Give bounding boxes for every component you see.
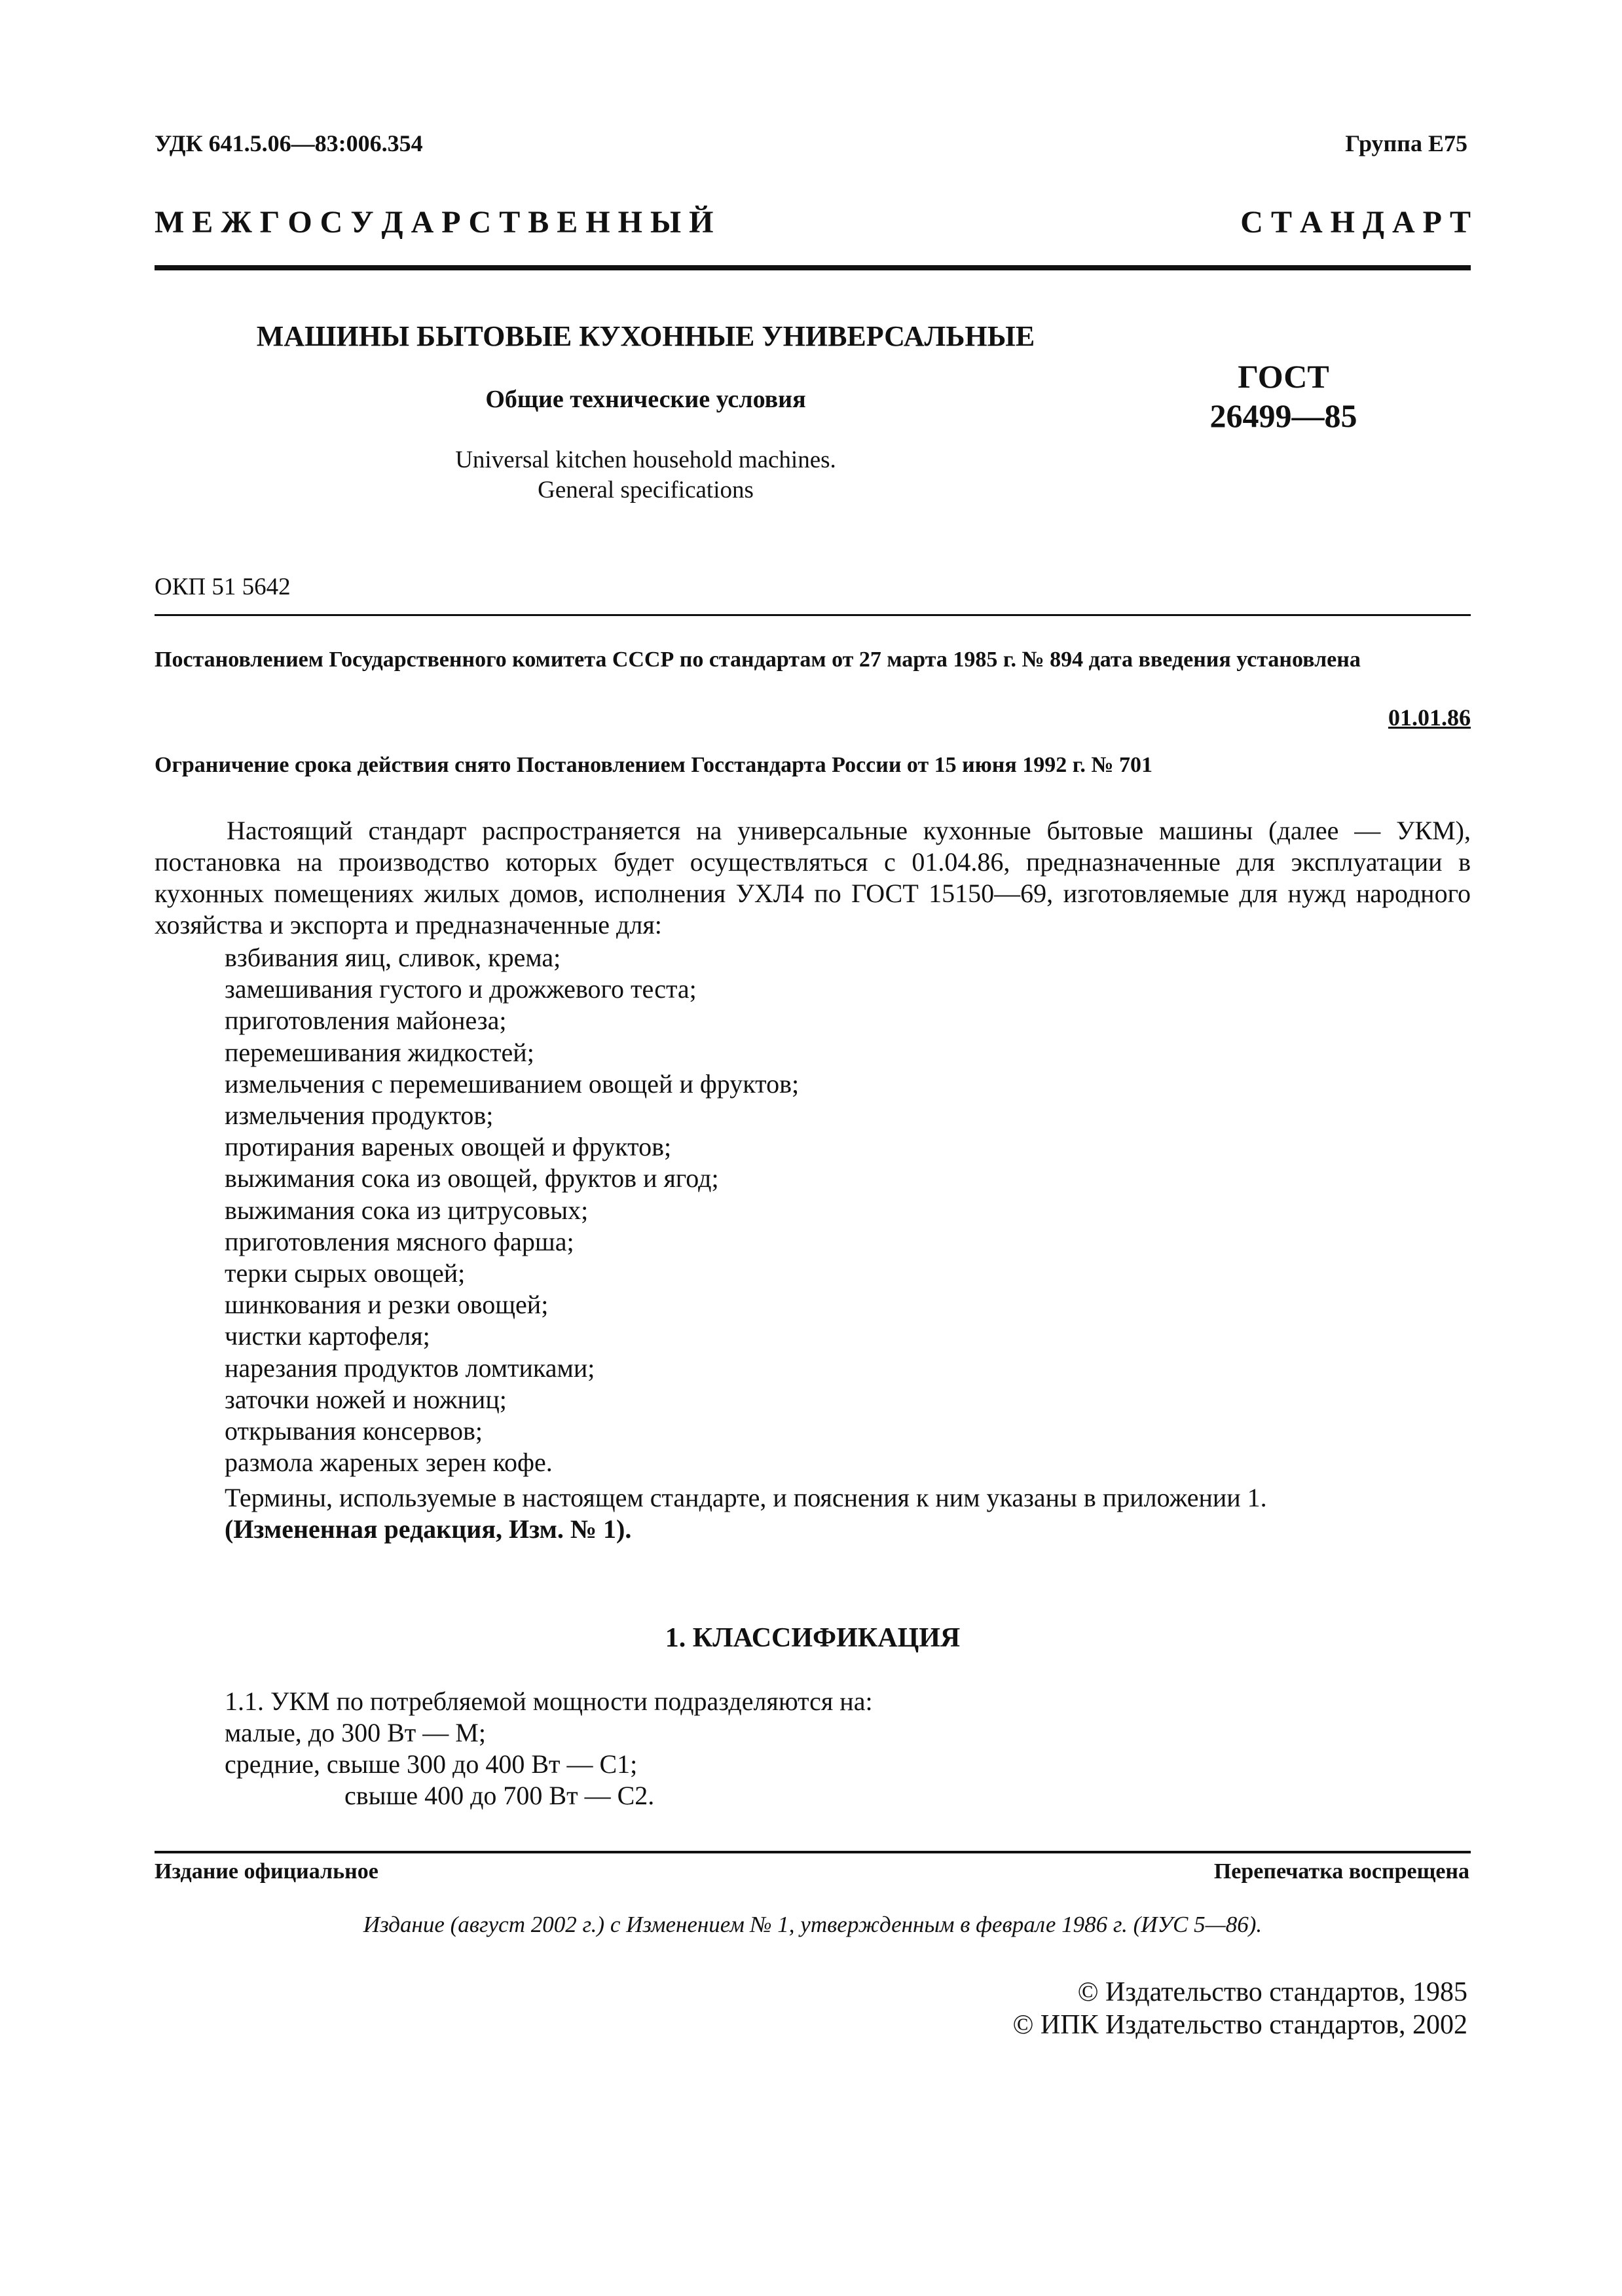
okp-code: ОКП 51 5642 [155, 574, 291, 600]
list-item: чистки картофеля; [225, 1321, 430, 1351]
list-item: открывания консервов; [225, 1416, 483, 1446]
classification-line: малые, до 300 Вт — М; [225, 1718, 486, 1747]
english-title-line: Universal kitchen household machines. [455, 446, 836, 473]
list-item: нарезания продуктов ломтиками; [225, 1353, 595, 1383]
list-item: взбивания яиц, сливок, крема; [225, 943, 561, 972]
list-item: протирания вареных овощей и фруктов; [225, 1132, 672, 1162]
group-code: Группа Е75 [1345, 130, 1467, 156]
classification-list [225, 1686, 873, 1812]
list-item: заточки ножей и ножниц; [225, 1384, 507, 1414]
decree-text: Постановлением Государственного комитета СССР по стандартам от 27 марта 1985 г. № 894 дата введения установлена [155, 647, 1361, 672]
list-item: размола жареных зерен кофе. [225, 1448, 553, 1478]
list-item: выжимания сока из цитрусовых; [225, 1195, 589, 1225]
copyright-line: © ИПК Издательство стандартов, 2002 [1012, 2010, 1467, 2040]
terms-note: Термины, используемые в настоящем стандарте, и пояснения к ним указаны в приложении 1. [225, 1483, 1267, 1512]
list-item: выжимания сока из овощей, фруктов и ягод; [225, 1163, 719, 1194]
purpose-list [225, 942, 799, 1478]
list-item: приготовления майонеза; [225, 1006, 507, 1036]
gost-label: ГОСТ [1238, 358, 1329, 395]
list-item: замешивания густого и дрожжевого теста; [225, 974, 697, 1004]
gost-number: 26499—85 [1209, 397, 1357, 434]
reprint-prohibited-label: Перепечатка воспрещена [1213, 1859, 1469, 1884]
section-heading: 1. КЛАССИФИКАЦИЯ [665, 1623, 961, 1653]
list-item: перемешивания жидкостей; [225, 1037, 534, 1067]
interstate-word: М Е Ж Г О С У Д А Р С Т В Е Н Н Ы Й [155, 205, 714, 240]
classification-line: свыше 400 до 700 Вт — С2. [344, 1781, 655, 1810]
classification-line: средние, свыше 300 до 400 Вт — С1; [225, 1749, 638, 1779]
interstate-standard-heading [155, 204, 1471, 240]
intro-paragraph: Настоящий стандарт распространяется на универсальные кухонные бытовые машины (далее — УКМ), постановка на производство которых будет осуществляться с 01.04.86, предназначенные для эксплуатации в кухонных помещениях жилых домов, исполнения УХЛ4 по ГОСТ 15150—69, изготовляемые для нужд народного хозяйства и экспорта и предназначенные для: [155, 816, 1471, 939]
classification-line: 1.1. УКМ по потребляемой мощности подразделяются на: [225, 1686, 873, 1716]
okp-rule [155, 614, 1471, 616]
limitation-note: Ограничение срока действия снято Постановлением Госстандарта России от 15 июня 1992 г. № 701 [155, 753, 1153, 777]
udk-code: УДК 641.5.06—83:006.354 [155, 130, 423, 156]
document-title: МАШИНЫ БЫТОВЫЕ КУХОННЫЕ УНИВЕРСАЛЬНЫЕ [256, 320, 1035, 352]
standard-word: С Т А Н Д А Р Т [1240, 205, 1471, 240]
list-item: измельчения с перемешиванием овощей и фруктов; [225, 1068, 800, 1099]
official-edition-label: Издание официальное [155, 1859, 378, 1884]
copyright-line: © Издательство стандартов, 1985 [1077, 1977, 1467, 2007]
header-rule [155, 265, 1471, 270]
edition-note: Издание (август 2002 г.) с Изменением № 1, утвержденным в феврале 1986 г. (ИУС 5—86). [363, 1912, 1263, 1937]
gost-designation [1166, 357, 1401, 435]
introduction-date: 01.01.86 [1388, 704, 1471, 731]
english-title [155, 445, 1137, 505]
copyright-block [1012, 1976, 1467, 2041]
footer-rule [155, 1851, 1471, 1853]
list-item: приготовления мясного фарша; [225, 1226, 574, 1256]
list-item: терки сырых овощей; [225, 1258, 466, 1288]
change-note: (Измененная редакция, Изм. № 1). [225, 1514, 632, 1544]
list-item: измельчения продуктов; [225, 1101, 494, 1131]
document-subtitle: Общие технические условия [485, 386, 806, 413]
english-title-line: General specifications [538, 477, 754, 503]
list-item: шинкования и резки овощей; [225, 1290, 549, 1320]
